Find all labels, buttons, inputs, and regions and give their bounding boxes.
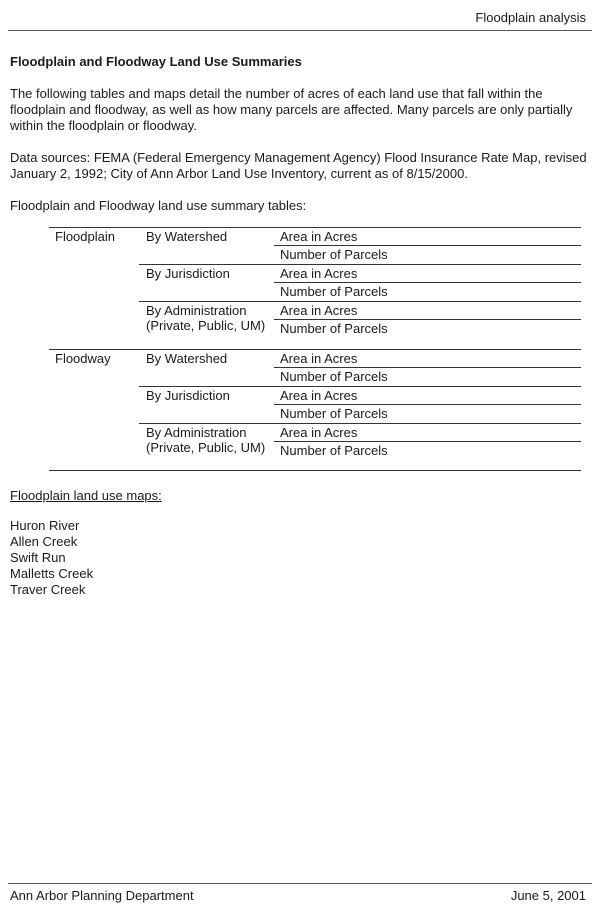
running-header: Floodplain analysis — [475, 10, 586, 25]
item-label: Area in Acres — [280, 266, 358, 281]
item-label: Area in Acres — [280, 303, 358, 318]
item-label: Number of Parcels — [280, 284, 388, 299]
footer-department: Ann Arbor Planning Department — [10, 888, 194, 903]
map-item-huron-river: Huron River — [10, 518, 80, 533]
item-label: Number of Parcels — [280, 321, 388, 336]
item-label: Number of Parcels — [280, 369, 388, 384]
subgroup-label: By Jurisdiction — [146, 266, 230, 281]
item-label: Area in Acres — [280, 229, 358, 244]
subgroup-label: By Watershed — [146, 351, 228, 366]
item-label: Area in Acres — [280, 425, 358, 440]
table-rule — [139, 386, 581, 387]
footer-date: June 5, 2001 — [510, 888, 586, 903]
header-rule — [8, 30, 592, 31]
map-item-traver-creek: Traver Creek — [10, 582, 86, 597]
item-label: Number of Parcels — [280, 247, 388, 262]
table-rule — [139, 264, 581, 265]
item-label: Area in Acres — [280, 351, 358, 366]
map-item-swift-run: Swift Run — [10, 550, 66, 565]
table-rule — [274, 319, 581, 320]
maps-list — [10, 518, 93, 598]
table-rule — [49, 349, 581, 350]
group-label-floodplain: Floodplain — [55, 229, 115, 244]
table-rule — [139, 301, 581, 302]
table-rule — [274, 441, 581, 442]
group-label-floodway: Floodway — [55, 351, 111, 366]
tables-intro: Floodplain and Floodway land use summary tables: — [10, 198, 307, 213]
table-rule — [274, 245, 581, 246]
table-rule — [139, 423, 581, 424]
map-item-allen-creek: Allen Creek — [10, 534, 78, 549]
item-label: Area in Acres — [280, 388, 358, 403]
summary-table — [49, 227, 581, 471]
map-item-malletts-creek: Malletts Creek — [10, 566, 94, 581]
table-rule — [49, 470, 581, 471]
intro-paragraph: The following tables and maps detail the number of acres of each land use that fall within the floodplain and floodway, as well as how many parcels are affected. Many parcels are only partially within the floodplain or floodway. — [10, 86, 573, 133]
subgroup-label: By Administration (Private, Public, UM) — [146, 425, 266, 455]
maps-heading: Floodplain land use maps: — [10, 488, 162, 503]
item-label: Number of Parcels — [280, 406, 388, 421]
table-rule — [274, 367, 581, 368]
footer-rule — [8, 883, 592, 884]
subgroup-label: By Jurisdiction — [146, 388, 230, 403]
table-rule — [49, 227, 581, 228]
page-title: Floodplain and Floodway Land Use Summaries — [10, 54, 302, 69]
sources-paragraph: Data sources: FEMA (Federal Emergency Management Agency) Flood Insurance Rate Map, revised January 2, 1992; City of Ann Arbor Land Use Inventory, current as of 8/15/2000. — [10, 150, 587, 181]
subgroup-label: By Administration (Private, Public, UM) — [146, 303, 266, 333]
subgroup-label: By Watershed — [146, 229, 228, 244]
table-rule — [274, 282, 581, 283]
table-rule — [274, 404, 581, 405]
item-label: Number of Parcels — [280, 443, 388, 458]
